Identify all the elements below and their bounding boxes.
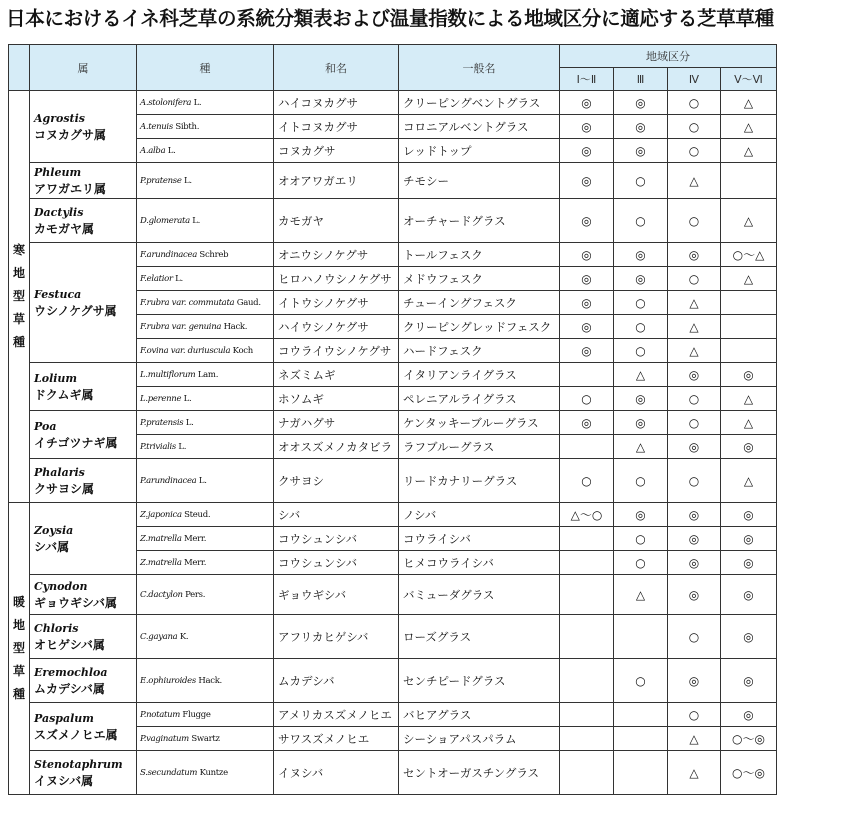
suitability-mark: ○～◎ bbox=[721, 727, 777, 751]
header-region-4: Ⅴ～Ⅵ bbox=[721, 68, 777, 91]
species-scientific-name bbox=[137, 459, 274, 503]
genus-cell bbox=[30, 363, 137, 411]
suitability-mark: ◎ bbox=[614, 387, 668, 411]
species-authority: L. bbox=[191, 97, 202, 108]
suitability-mark bbox=[614, 615, 668, 659]
table-row bbox=[9, 751, 777, 795]
genus-latin: Lolium bbox=[34, 371, 78, 385]
species-common-name: チューイングフェスク bbox=[399, 291, 560, 315]
genus-cell bbox=[30, 91, 137, 163]
suitability-mark bbox=[560, 575, 614, 615]
suitability-mark: ○ bbox=[614, 659, 668, 703]
species-wamei: オニウシノケグサ bbox=[274, 243, 399, 267]
species-common-name: バヒアグラス bbox=[399, 703, 560, 727]
suitability-mark bbox=[614, 703, 668, 727]
genus-japanese: クサヨシ属 bbox=[34, 481, 95, 496]
species-binomial: A.tenuis bbox=[140, 121, 173, 132]
species-wamei: ネズミムギ bbox=[274, 363, 399, 387]
suitability-mark: △ bbox=[668, 291, 721, 315]
species-authority: Gaud. bbox=[234, 297, 261, 308]
suitability-mark: ○ bbox=[668, 115, 721, 139]
suitability-mark: ◎ bbox=[668, 503, 721, 527]
genus-japanese: オヒゲシバ属 bbox=[34, 637, 105, 652]
species-scientific-name bbox=[137, 315, 274, 339]
genus-japanese: カモガヤ属 bbox=[34, 221, 95, 236]
species-scientific-name bbox=[137, 163, 274, 199]
suitability-mark: ○ bbox=[668, 387, 721, 411]
species-binomial: F.rubra var. genuina bbox=[140, 321, 222, 332]
suitability-mark: ◎ bbox=[614, 91, 668, 115]
genus-japanese: ギョウギシバ属 bbox=[34, 595, 118, 610]
suitability-mark: ◎ bbox=[614, 243, 668, 267]
zone-label: 寒地型草種 bbox=[9, 91, 30, 503]
species-common-name: コウライシバ bbox=[399, 527, 560, 551]
suitability-mark: ◎ bbox=[721, 551, 777, 575]
species-authority: Schreb bbox=[197, 249, 229, 260]
suitability-mark: ○ bbox=[614, 527, 668, 551]
suitability-mark bbox=[560, 659, 614, 703]
genus-latin: Chloris bbox=[34, 621, 79, 635]
species-binomial: P.pratense bbox=[140, 175, 182, 186]
species-wamei: シバ bbox=[274, 503, 399, 527]
species-common-name: ペレニアルライグラス bbox=[399, 387, 560, 411]
suitability-mark: ○ bbox=[668, 199, 721, 243]
species-binomial: Z.matrella bbox=[140, 533, 182, 544]
genus-japanese: アワガエリ属 bbox=[34, 181, 107, 196]
species-scientific-name bbox=[137, 659, 274, 703]
suitability-mark bbox=[614, 727, 668, 751]
suitability-mark: △ bbox=[721, 91, 777, 115]
genus-cell bbox=[30, 243, 137, 363]
species-binomial: P.trivialis bbox=[140, 441, 176, 452]
suitability-mark: △ bbox=[721, 411, 777, 435]
header-region-1: Ⅰ～Ⅱ bbox=[560, 68, 614, 91]
header-wamei: 和名 bbox=[274, 45, 399, 91]
suitability-mark: △～○ bbox=[560, 503, 614, 527]
table-row bbox=[9, 703, 777, 727]
genus-japanese: シバ属 bbox=[34, 539, 70, 554]
genus-cell bbox=[30, 163, 137, 199]
suitability-mark: ◎ bbox=[721, 575, 777, 615]
suitability-mark: ◎ bbox=[721, 435, 777, 459]
suitability-mark bbox=[560, 435, 614, 459]
genus-cell bbox=[30, 199, 137, 243]
suitability-mark: △ bbox=[668, 315, 721, 339]
species-common-name: ハードフェスク bbox=[399, 339, 560, 363]
suitability-mark: ◎ bbox=[668, 363, 721, 387]
species-common-name: リードカナリーグラス bbox=[399, 459, 560, 503]
zone-label: 暖地型草種 bbox=[9, 503, 30, 795]
species-wamei: アフリカヒゲシバ bbox=[274, 615, 399, 659]
suitability-mark: ○ bbox=[614, 163, 668, 199]
species-common-name: クリーピングベントグラス bbox=[399, 91, 560, 115]
species-authority: L. bbox=[172, 273, 183, 284]
genus-latin: Phalaris bbox=[34, 465, 85, 479]
genus-cell bbox=[30, 411, 137, 459]
species-common-name: ラフブルーグラス bbox=[399, 435, 560, 459]
species-common-name: ローズグラス bbox=[399, 615, 560, 659]
suitability-mark: ○ bbox=[560, 459, 614, 503]
species-authority: Hack. bbox=[195, 675, 222, 686]
species-common-name: シーショアパスパラム bbox=[399, 727, 560, 751]
suitability-mark: △ bbox=[721, 387, 777, 411]
species-authority: Lam. bbox=[195, 369, 219, 380]
species-wamei: ハイウシノケグサ bbox=[274, 315, 399, 339]
suitability-mark: △ bbox=[668, 163, 721, 199]
species-binomial: F.ovina var. duriuscula bbox=[140, 345, 231, 356]
table-row bbox=[9, 503, 777, 527]
suitability-mark bbox=[560, 751, 614, 795]
header-region: 地域区分 bbox=[560, 45, 777, 68]
species-common-name: オーチャードグラス bbox=[399, 199, 560, 243]
species-authority: L. bbox=[189, 215, 201, 226]
species-wamei: イトコヌカグサ bbox=[274, 115, 399, 139]
species-common-name: バミューダグラス bbox=[399, 575, 560, 615]
species-wamei: ナガハグサ bbox=[274, 411, 399, 435]
suitability-mark: ◎ bbox=[668, 551, 721, 575]
species-authority: Hack. bbox=[221, 321, 248, 332]
species-binomial: Z.japonica bbox=[140, 509, 182, 520]
genus-latin: Festuca bbox=[34, 287, 82, 301]
genus-cell bbox=[30, 459, 137, 503]
genus-cell bbox=[30, 575, 137, 615]
table-row bbox=[9, 575, 777, 615]
species-binomial: F.elatior bbox=[140, 273, 173, 284]
species-wamei: カモガヤ bbox=[274, 199, 399, 243]
suitability-mark: ○ bbox=[668, 411, 721, 435]
species-wamei: ハイコヌカグサ bbox=[274, 91, 399, 115]
suitability-mark bbox=[560, 551, 614, 575]
species-binomial: D.glomerata bbox=[140, 215, 190, 226]
species-binomial: P.notatum bbox=[140, 709, 181, 720]
table-row bbox=[9, 163, 777, 199]
suitability-mark: ◎ bbox=[560, 199, 614, 243]
species-wamei: コウライウシノケグサ bbox=[274, 339, 399, 363]
species-authority: L. bbox=[181, 393, 192, 404]
genus-latin: Cynodon bbox=[34, 579, 88, 593]
suitability-mark: ◎ bbox=[668, 243, 721, 267]
suitability-mark: ○ bbox=[614, 339, 668, 363]
suitability-mark bbox=[614, 751, 668, 795]
suitability-mark: ◎ bbox=[614, 503, 668, 527]
suitability-mark: ◎ bbox=[614, 411, 668, 435]
species-scientific-name bbox=[137, 291, 274, 315]
suitability-mark: ◎ bbox=[721, 527, 777, 551]
species-common-name: イタリアンライグラス bbox=[399, 363, 560, 387]
species-scientific-name bbox=[137, 115, 274, 139]
species-authority: L. bbox=[181, 175, 192, 186]
species-authority: Flugge bbox=[180, 709, 211, 720]
suitability-mark bbox=[721, 163, 777, 199]
turfgrass-table bbox=[8, 44, 777, 795]
species-scientific-name bbox=[137, 527, 274, 551]
species-scientific-name bbox=[137, 411, 274, 435]
suitability-mark: ○ bbox=[668, 267, 721, 291]
species-common-name: メドウフェスク bbox=[399, 267, 560, 291]
species-wamei: ホソムギ bbox=[274, 387, 399, 411]
header-genus: 属 bbox=[30, 45, 137, 91]
species-common-name: ケンタッキーブルーグラス bbox=[399, 411, 560, 435]
species-scientific-name bbox=[137, 199, 274, 243]
suitability-mark: ○～◎ bbox=[721, 751, 777, 795]
suitability-mark: ◎ bbox=[668, 527, 721, 551]
species-scientific-name bbox=[137, 139, 274, 163]
genus-latin: Zoysia bbox=[34, 523, 74, 537]
suitability-mark: ○ bbox=[668, 615, 721, 659]
species-common-name: ヒメコウライシバ bbox=[399, 551, 560, 575]
species-scientific-name bbox=[137, 339, 274, 363]
header-region-3: Ⅳ bbox=[668, 68, 721, 91]
species-binomial: C.gayana bbox=[140, 631, 178, 642]
suitability-mark bbox=[560, 527, 614, 551]
suitability-mark: ○ bbox=[560, 387, 614, 411]
genus-cell bbox=[30, 751, 137, 795]
species-authority: K. bbox=[177, 631, 189, 642]
genus-latin: Paspalum bbox=[34, 711, 94, 725]
table-row bbox=[9, 199, 777, 243]
header-ippan: 一般名 bbox=[399, 45, 560, 91]
species-wamei: ヒロハノウシノケグサ bbox=[274, 267, 399, 291]
suitability-mark: ◎ bbox=[560, 139, 614, 163]
suitability-mark bbox=[721, 315, 777, 339]
species-binomial: P.pratensis bbox=[140, 417, 184, 428]
species-binomial: P.vaginatum bbox=[140, 733, 189, 744]
species-common-name: ノシバ bbox=[399, 503, 560, 527]
suitability-mark: ◎ bbox=[668, 659, 721, 703]
suitability-mark: ○ bbox=[668, 91, 721, 115]
suitability-mark: ◎ bbox=[560, 411, 614, 435]
table-body bbox=[9, 91, 777, 795]
species-scientific-name bbox=[137, 703, 274, 727]
species-authority: Swartz bbox=[188, 733, 220, 744]
header-species: 種 bbox=[137, 45, 274, 91]
species-common-name: セントオーガスチングラス bbox=[399, 751, 560, 795]
genus-latin: Poa bbox=[34, 419, 57, 433]
suitability-mark: ◎ bbox=[614, 115, 668, 139]
species-wamei: イトウシノケグサ bbox=[274, 291, 399, 315]
suitability-mark bbox=[721, 339, 777, 363]
genus-latin: Dactylis bbox=[34, 205, 84, 219]
suitability-mark bbox=[560, 615, 614, 659]
species-binomial: F.rubra var. commutata bbox=[140, 297, 235, 308]
genus-cell bbox=[30, 615, 137, 659]
species-wamei: アメリカスズメノヒエ bbox=[274, 703, 399, 727]
species-authority: Merr. bbox=[181, 533, 207, 544]
suitability-mark: ○ bbox=[614, 459, 668, 503]
suitability-mark: △ bbox=[668, 727, 721, 751]
species-binomial: P.arundinacea bbox=[140, 475, 197, 486]
suitability-mark: ◎ bbox=[560, 267, 614, 291]
suitability-mark bbox=[560, 363, 614, 387]
species-authority: L. bbox=[183, 417, 194, 428]
species-wamei: イヌシバ bbox=[274, 751, 399, 795]
suitability-mark: △ bbox=[721, 459, 777, 503]
species-wamei: クサヨシ bbox=[274, 459, 399, 503]
table-row bbox=[9, 615, 777, 659]
genus-cell bbox=[30, 659, 137, 703]
suitability-mark: △ bbox=[721, 199, 777, 243]
species-scientific-name bbox=[137, 751, 274, 795]
species-wamei: コウシュンシバ bbox=[274, 551, 399, 575]
genus-latin: Stenotaphrum bbox=[34, 757, 123, 771]
species-wamei: ギョウギシバ bbox=[274, 575, 399, 615]
suitability-mark: ◎ bbox=[560, 315, 614, 339]
species-binomial: C.dactylon bbox=[140, 589, 183, 600]
species-authority: Merr. bbox=[181, 557, 207, 568]
species-scientific-name bbox=[137, 503, 274, 527]
species-binomial: E.ophiuroides bbox=[140, 675, 196, 686]
species-authority: Kuntze bbox=[197, 767, 228, 778]
species-common-name: クリーピングレッドフェスク bbox=[399, 315, 560, 339]
suitability-mark: ○ bbox=[614, 551, 668, 575]
suitability-mark: ◎ bbox=[721, 615, 777, 659]
species-authority: L. bbox=[175, 441, 187, 452]
species-scientific-name bbox=[137, 575, 274, 615]
suitability-mark: △ bbox=[721, 267, 777, 291]
genus-cell bbox=[30, 703, 137, 751]
species-wamei: オオアワガエリ bbox=[274, 163, 399, 199]
suitability-mark: △ bbox=[721, 115, 777, 139]
species-binomial: F.arundinacea bbox=[140, 249, 198, 260]
species-binomial: A.alba bbox=[140, 145, 166, 156]
suitability-mark bbox=[560, 703, 614, 727]
genus-japanese: ドクムギ属 bbox=[34, 387, 94, 402]
suitability-mark: ○～△ bbox=[721, 243, 777, 267]
table-row bbox=[9, 411, 777, 435]
species-scientific-name bbox=[137, 267, 274, 291]
suitability-mark: ○ bbox=[668, 139, 721, 163]
suitability-mark: ◎ bbox=[668, 575, 721, 615]
suitability-mark: ◎ bbox=[614, 267, 668, 291]
table-row bbox=[9, 243, 777, 267]
genus-japanese: イヌシバ属 bbox=[34, 773, 94, 788]
species-common-name: トールフェスク bbox=[399, 243, 560, 267]
species-authority: Pers. bbox=[182, 589, 206, 600]
species-wamei: サワスズメノヒエ bbox=[274, 727, 399, 751]
genus-japanese: ウシノケグサ属 bbox=[34, 303, 117, 318]
species-scientific-name bbox=[137, 551, 274, 575]
genus-japanese: スズメノヒエ属 bbox=[34, 727, 118, 742]
species-binomial: L.perenne bbox=[140, 393, 182, 404]
table-row bbox=[9, 459, 777, 503]
species-authority: Steud. bbox=[181, 509, 211, 520]
suitability-mark: ◎ bbox=[560, 91, 614, 115]
species-scientific-name bbox=[137, 435, 274, 459]
suitability-mark: ◎ bbox=[668, 435, 721, 459]
species-binomial: A.stolonifera bbox=[140, 97, 192, 108]
species-authority: Koch bbox=[230, 345, 253, 356]
species-common-name: チモシー bbox=[399, 163, 560, 199]
species-binomial: Z.matrella bbox=[140, 557, 182, 568]
genus-cell bbox=[30, 503, 137, 575]
suitability-mark: ◎ bbox=[721, 703, 777, 727]
species-binomial: S.secundatum bbox=[140, 767, 198, 778]
species-scientific-name bbox=[137, 387, 274, 411]
suitability-mark bbox=[721, 291, 777, 315]
genus-japanese: コヌカグサ属 bbox=[34, 127, 107, 142]
suitability-mark: △ bbox=[721, 139, 777, 163]
suitability-mark: ◎ bbox=[721, 363, 777, 387]
genus-latin: Agrostis bbox=[34, 111, 86, 125]
species-common-name: レッドトップ bbox=[399, 139, 560, 163]
genus-latin: Phleum bbox=[34, 165, 82, 179]
suitability-mark: ◎ bbox=[560, 339, 614, 363]
suitability-mark: ◎ bbox=[560, 163, 614, 199]
genus-japanese: ムカデシバ属 bbox=[34, 681, 105, 696]
species-binomial: L.multiflorum bbox=[140, 369, 196, 380]
species-wamei: オオスズメノカタビラ bbox=[274, 435, 399, 459]
suitability-mark: ○ bbox=[614, 291, 668, 315]
species-wamei: コウシュンシバ bbox=[274, 527, 399, 551]
suitability-mark: ○ bbox=[668, 459, 721, 503]
species-wamei: ムカデシバ bbox=[274, 659, 399, 703]
suitability-mark: ◎ bbox=[560, 243, 614, 267]
species-wamei: コヌカグサ bbox=[274, 139, 399, 163]
suitability-mark: ◎ bbox=[721, 503, 777, 527]
suitability-mark: △ bbox=[668, 751, 721, 795]
suitability-mark: ◎ bbox=[614, 139, 668, 163]
species-scientific-name bbox=[137, 243, 274, 267]
table-row bbox=[9, 91, 777, 115]
species-scientific-name bbox=[137, 363, 274, 387]
table-row bbox=[9, 363, 777, 387]
suitability-mark: △ bbox=[614, 363, 668, 387]
species-authority: Sibth. bbox=[172, 121, 200, 132]
suitability-mark: ◎ bbox=[560, 115, 614, 139]
genus-japanese: イチゴツナギ属 bbox=[34, 435, 118, 450]
species-common-name: コロニアルベントグラス bbox=[399, 115, 560, 139]
table-row bbox=[9, 659, 777, 703]
species-authority: L. bbox=[165, 145, 176, 156]
species-scientific-name bbox=[137, 727, 274, 751]
suitability-mark: ○ bbox=[668, 703, 721, 727]
suitability-mark: △ bbox=[614, 575, 668, 615]
suitability-mark: ○ bbox=[614, 199, 668, 243]
header-region-2: Ⅲ bbox=[614, 68, 668, 91]
genus-latin: Eremochloa bbox=[34, 665, 108, 679]
species-scientific-name bbox=[137, 615, 274, 659]
suitability-mark: △ bbox=[614, 435, 668, 459]
suitability-mark bbox=[560, 727, 614, 751]
species-authority: L. bbox=[196, 475, 207, 486]
header-zone bbox=[9, 45, 30, 91]
species-common-name: センチピードグラス bbox=[399, 659, 560, 703]
suitability-mark: ○ bbox=[614, 315, 668, 339]
suitability-mark: ◎ bbox=[560, 291, 614, 315]
page-title: 日本におけるイネ科芝草の系統分類表および温量指数による地域区分に適応する芝草草種 bbox=[6, 7, 774, 30]
suitability-mark: △ bbox=[668, 339, 721, 363]
suitability-mark: ◎ bbox=[721, 659, 777, 703]
species-scientific-name bbox=[137, 91, 274, 115]
